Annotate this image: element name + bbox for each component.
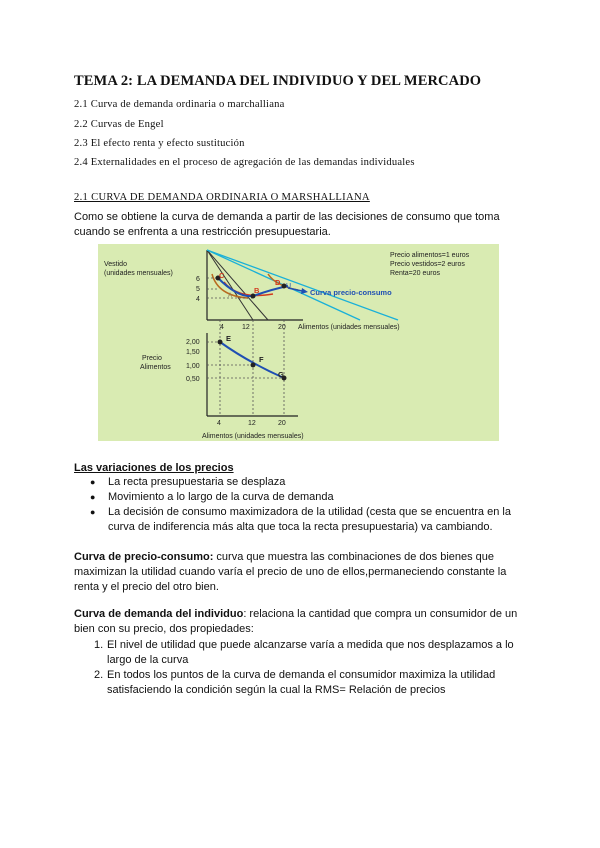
page-title: TEMA 2: LA DEMANDA DEL INDIVIDUO Y DEL MERCADO bbox=[74, 73, 482, 89]
demand-curve bbox=[220, 342, 284, 378]
intro-line-2: cuando se enfrenta a una restricción presupuestaria. bbox=[74, 226, 331, 238]
bottom-xtick-20: 20 bbox=[278, 420, 286, 427]
item-number: 1. bbox=[94, 639, 104, 651]
bullet-text: Movimiento a lo largo de la curva de demanda bbox=[108, 491, 334, 503]
point-d-label: D bbox=[275, 278, 281, 287]
bullet-icon: ● bbox=[90, 507, 96, 517]
prices-line-2: Precio vestidos=2 euros bbox=[390, 261, 465, 268]
prices-line-3: Renta=20 euros bbox=[390, 270, 441, 277]
point-u-label: U bbox=[286, 283, 292, 290]
individual-demand-line-2: bien con su precio, dos propiedades: bbox=[74, 623, 254, 635]
bottom-xtick-12: 12 bbox=[248, 420, 256, 427]
toc-item-2-1: 2.1 Curva de demanda ordinaria o marchalliana bbox=[74, 99, 285, 110]
variations-heading: Las variaciones de los precios bbox=[74, 462, 234, 474]
bottom-xtick-4: 4 bbox=[217, 420, 221, 427]
bottom-ytick-1-5: 1,50 bbox=[186, 349, 200, 356]
toc-item-2-3: 2.3 El efecto renta y efecto sustitución bbox=[74, 138, 245, 149]
top-ytick-6: 6 bbox=[196, 276, 200, 283]
top-xtick-20: 20 bbox=[278, 324, 286, 331]
top-xtick-4: 4 bbox=[220, 324, 224, 331]
point-e-label: E bbox=[226, 334, 232, 343]
individual-demand-line-1 bbox=[74, 607, 544, 622]
point-c-label: C bbox=[219, 271, 225, 280]
toc-item-2-4: 2.4 Externalidades en el proceso de agregación de las demandas individuales bbox=[74, 157, 415, 168]
demand-figure bbox=[98, 244, 499, 441]
individual-demand-term: Curva de demanda del individuo bbox=[74, 608, 244, 620]
top-y-label-2: (unidades mensuales) bbox=[104, 270, 173, 277]
point-a-label: A bbox=[228, 293, 233, 299]
bottom-ytick-2: 2,00 bbox=[186, 339, 200, 346]
curve-label: Curva precio-consumo bbox=[310, 288, 392, 297]
bottom-x-label: Alimentos (unidades mensuales) bbox=[202, 433, 304, 440]
prices-line-1: Precio alimentos=1 euros bbox=[390, 252, 470, 259]
item-number: 2. bbox=[94, 669, 104, 681]
bullet-text-line-2: curva de indiferencia más alta que toca la recta presupuestaria) va cambiando. bbox=[108, 521, 493, 533]
point-f-label: F bbox=[259, 355, 264, 364]
section-heading: 2.1 CURVA DE DEMANDA ORDINARIA O MARSHALLIANA bbox=[74, 192, 370, 203]
point-g-label: G bbox=[278, 370, 284, 379]
top-ytick-4: 4 bbox=[196, 296, 200, 303]
top-ytick-5: 5 bbox=[196, 286, 200, 293]
point-b-label: B bbox=[254, 286, 260, 295]
top-xtick-12: 12 bbox=[242, 324, 250, 331]
item-text-line-1: En todos los puntos de la curva de demanda el consumidor maximiza la utilidad bbox=[107, 669, 496, 681]
intro-line-1: Como se obtiene la curva de demanda a partir de las decisiones de consumo que toma bbox=[74, 211, 500, 223]
bullet-icon: ● bbox=[90, 492, 96, 502]
demand-figure-svg bbox=[98, 244, 499, 441]
budget-line-4 bbox=[207, 250, 398, 320]
point-f-dot bbox=[251, 363, 256, 368]
bottom-y-label-1: Precio bbox=[142, 355, 162, 362]
item-text-line-2: satisfaciendo la condición según la cual la RMS= Relación de precios bbox=[107, 684, 446, 696]
individual-demand-text-1: : relaciona la cantidad que compra un consumidor de un bbox=[243, 608, 518, 620]
bullet-icon: ● bbox=[90, 477, 96, 487]
item-text-line-1: El nivel de utilidad que puede alcanzarse varía a medida que nos desplazamos a lo bbox=[107, 639, 514, 651]
bottom-ytick-0-5: 0,50 bbox=[186, 376, 200, 383]
top-x-label: Alimentos (unidades mensuales) bbox=[298, 324, 400, 331]
curve-label-arrowhead bbox=[301, 288, 308, 294]
price-consumption-line-2: maximizan la utilidad cuando varía el precio de uno de ellos,permaneciendo constante la bbox=[74, 566, 507, 578]
bullet-text: La recta presupuestaria se desplaza bbox=[108, 476, 286, 488]
bullet-text-line-1: La decisión de consumo maximizadora de la utilidad (cesta que se encuentra en la bbox=[108, 506, 511, 518]
point-e-dot bbox=[218, 340, 223, 345]
price-consumption-line-3: renta y el precio del otro bien. bbox=[74, 581, 219, 593]
top-y-label-1: Vestido bbox=[104, 261, 127, 268]
price-consumption-text-1: curva que muestra las combinaciones de dos bienes que bbox=[213, 551, 495, 563]
bottom-y-label-2: Alimentos bbox=[140, 364, 171, 371]
toc-item-2-2: 2.2 Curvas de Engel bbox=[74, 119, 164, 130]
bottom-ytick-1: 1,00 bbox=[186, 363, 200, 370]
item-text-line-2: largo de la curva bbox=[107, 654, 189, 666]
price-consumption-term: Curva de precio-consumo: bbox=[74, 551, 214, 563]
price-consumption-line-1 bbox=[74, 550, 544, 565]
